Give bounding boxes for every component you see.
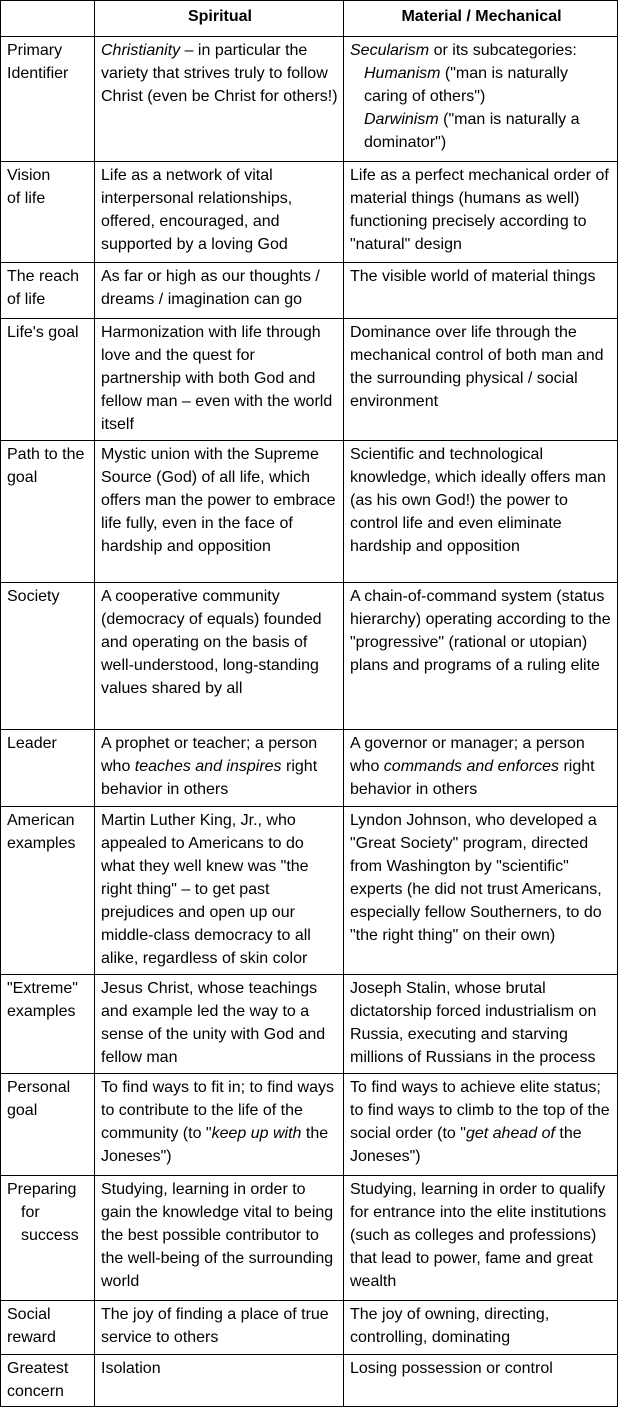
cell-text: To find ways to fit in; to find ways to contribute to the life of the community (to "	[101, 1079, 334, 1142]
material-cell	[344, 730, 618, 807]
cell-text: the Joneses")	[350, 1125, 582, 1165]
row-label	[1, 319, 95, 441]
row-label-line: Greatest	[7, 1360, 69, 1377]
italic-term: Secularism	[350, 42, 430, 59]
italic-phrase: keep up with	[211, 1125, 302, 1142]
row-label-line: "Extreme"	[7, 980, 78, 997]
row-label-line: goal	[7, 469, 38, 486]
material-cell	[344, 1074, 618, 1176]
row-label	[1, 1355, 95, 1407]
spiritual-cell	[95, 730, 344, 807]
table-row	[1, 975, 618, 1074]
table-row	[1, 37, 618, 162]
row-label	[1, 441, 95, 583]
cell-text: right behavior in others	[101, 758, 318, 798]
cell-text: the Joneses")	[101, 1125, 329, 1165]
row-label	[1, 37, 95, 162]
table-row	[1, 730, 618, 807]
row-label	[1, 975, 95, 1074]
italic-term: Darwinism	[364, 111, 439, 128]
row-label-line: success	[21, 1227, 79, 1244]
table-row	[1, 1301, 618, 1355]
cell-text: – in particular the variety that strives truly to follow Christ (even be Christ for others!)	[101, 42, 338, 105]
spiritual-cell: The joy of finding a place of true service to others	[95, 1301, 344, 1355]
row-label-line: Primary	[7, 42, 63, 59]
row-label-line: Society	[7, 588, 60, 605]
row-label	[1, 807, 95, 975]
material-cell: A chain-of-command system (status hierarchy) operating according to the "progressive" (rational or utopian) plans and programs of a ruling elite	[344, 583, 618, 730]
spiritual-cell: Isolation	[95, 1355, 344, 1407]
material-cell	[344, 37, 618, 162]
row-label	[1, 1301, 95, 1355]
table-row	[1, 1074, 618, 1176]
header-blank	[1, 1, 95, 37]
row-label-line: The reach	[7, 268, 80, 285]
spiritual-cell: A cooperative community (democracy of equals) founded and operating on the basis of well-understood, long-standing values shared by all	[95, 583, 344, 730]
italic-phrase: commands and enforces	[383, 758, 559, 775]
italic-phrase: teaches and inspires	[134, 758, 282, 775]
table-row	[1, 441, 618, 583]
table-row	[1, 1355, 618, 1407]
row-label	[1, 1074, 95, 1176]
material-cell: Lyndon Johnson, who developed a "Great Society" program, directed from Washington by "scientific" experts (he did not trust Americans, especially fellow Southerners, to do "the right thing" on their own)	[344, 807, 618, 975]
spiritual-cell: As far or high as our thoughts / dreams / imagination can go	[95, 263, 344, 319]
row-label-line: of life	[7, 291, 46, 308]
material-cell: The visible world of material things	[344, 263, 618, 319]
row-label-line: Leader	[7, 735, 57, 752]
row-label	[1, 162, 95, 263]
row-label-line: goal	[7, 1102, 38, 1119]
material-line	[350, 39, 613, 62]
row-label	[1, 730, 95, 807]
row-label-line: Path to the	[7, 446, 85, 463]
header-spiritual: Spiritual	[95, 1, 344, 37]
material-line	[350, 108, 613, 154]
row-label-line: reward	[7, 1329, 56, 1346]
material-line	[350, 62, 613, 108]
spiritual-cell: Jesus Christ, whose teachings and example led the way to a sense of the unity with God and fellow man	[95, 975, 344, 1074]
material-cell: Scientific and technological knowledge, which ideally offers man (as his own God!) the power to control life and even eliminate hardship and opposition	[344, 441, 618, 583]
table-row	[1, 162, 618, 263]
spiritual-cell: Mystic union with the Supreme Source (God) of all life, which offers man the power to embrace life fully, even in the face of hardship and opposition	[95, 441, 344, 583]
material-cell: Life as a perfect mechanical order of material things (humans as well) functioning precisely according to "natural" design	[344, 162, 618, 263]
row-label	[1, 583, 95, 730]
row-label-line: Life's goal	[7, 324, 79, 341]
cell-text: ("man is naturally a dominator")	[364, 111, 580, 151]
row-label-line: Personal	[7, 1079, 71, 1096]
spiritual-cell: Studying, learning in order to gain the knowledge vital to being the best possible contributor to the well-being of the surrounding world	[95, 1176, 344, 1301]
row-label	[1, 263, 95, 319]
spiritual-cell	[95, 1074, 344, 1176]
row-label-line: Vision	[7, 167, 51, 184]
row-label-line: Social	[7, 1306, 51, 1323]
header-material: Material / Mechanical	[344, 1, 618, 37]
material-cell: Joseph Stalin, whose brutal dictatorship forced industrialism on Russia, executing and starving millions of Russians in the process	[344, 975, 618, 1074]
cell-text: A prophet or teacher; a person who	[101, 735, 318, 775]
table-row	[1, 263, 618, 319]
row-label-line: for	[21, 1204, 40, 1221]
table-row	[1, 319, 618, 441]
table-row	[1, 583, 618, 730]
spiritual-cell: Life as a network of vital interpersonal relationships, offered, encouraged, and supported by a loving God	[95, 162, 344, 263]
row-label-line: of life	[7, 190, 46, 207]
header-row	[1, 1, 618, 37]
cell-text: To find ways to achieve elite status; to find ways to climb to the top of the social order (to "	[350, 1079, 610, 1142]
cell-text: or its subcategories:	[429, 42, 577, 59]
material-cell: Dominance over life through the mechanical control of both man and the surrounding physical / social environment	[344, 319, 618, 441]
material-cell: Studying, learning in order to qualify for entrance into the elite institutions (such as colleges and professions) that lead to power, fame and great wealth	[344, 1176, 618, 1301]
material-cell: Losing possession or control	[344, 1355, 618, 1407]
row-label-line: examples	[7, 835, 76, 852]
spiritual-cell	[95, 37, 344, 162]
row-label-line: Preparing	[7, 1181, 77, 1198]
material-cell: The joy of owning, directing, controlling, dominating	[344, 1301, 618, 1355]
italic-term: Christianity	[101, 42, 181, 59]
row-label-line: Identifier	[7, 65, 69, 82]
table-row	[1, 807, 618, 975]
row-label-line: examples	[7, 1003, 76, 1020]
cell-text: right behavior in others	[350, 758, 595, 798]
row-label-line: American	[7, 812, 75, 829]
cell-text: ("man is naturally caring of others")	[364, 65, 568, 105]
italic-term: Humanism	[364, 65, 441, 82]
spiritual-cell: Martin Luther King, Jr., who appealed to Americans to do what they well knew was "the right thing" – to get past prejudices and open up our middle-class democracy to all alike, regardless of skin color	[95, 807, 344, 975]
spiritual-cell: Harmonization with life through love and the quest for partnership with both God and fellow man – even with the world itself	[95, 319, 344, 441]
italic-phrase: get ahead of	[465, 1125, 555, 1142]
table-row	[1, 1176, 618, 1301]
row-label-line: concern	[7, 1383, 64, 1400]
cell-text: A governor or manager; a person who	[350, 735, 585, 775]
row-label	[1, 1176, 95, 1301]
